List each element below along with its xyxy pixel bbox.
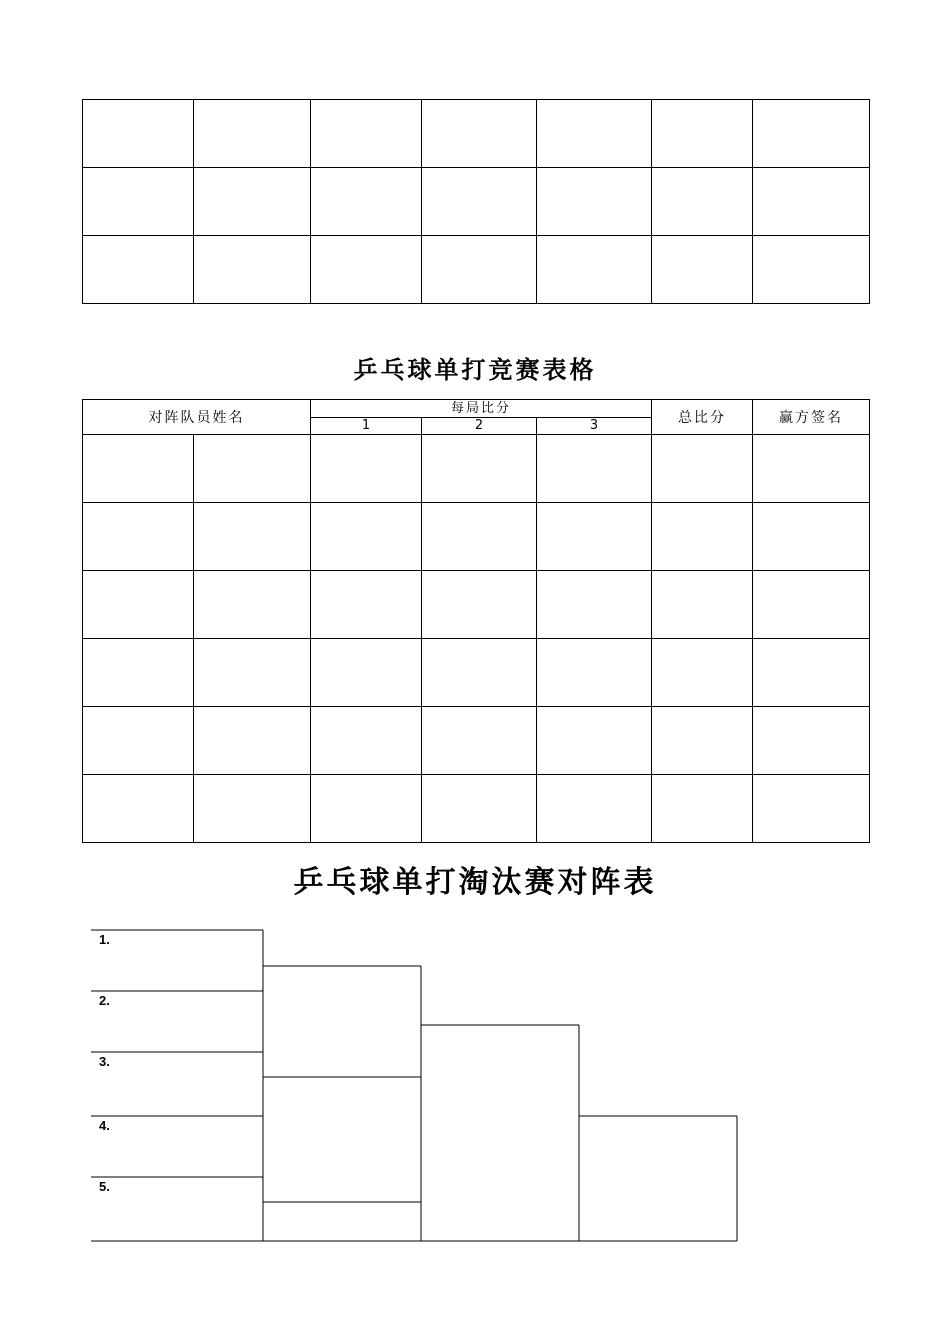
score-table-title: 乒乓球单打竞赛表格 (353, 355, 597, 384)
header-game-2: 2 (422, 418, 537, 435)
bracket-slot-1-label: 1. (99, 932, 110, 947)
header-winner-signature: 赢方签名 (753, 400, 870, 435)
header-game-1: 1 (311, 418, 422, 435)
bracket-slot-5-label: 5. (99, 1179, 110, 1194)
bracket-slot-3-label: 3. (99, 1054, 110, 1069)
header-game-3: 3 (537, 418, 652, 435)
bracket-slot-4-label: 4. (99, 1118, 110, 1133)
bracket-slot-2-label: 2. (99, 993, 110, 1008)
header-player-names: 对阵队员姓名 (83, 400, 311, 435)
header-total-score: 总比分 (652, 400, 753, 435)
header-game-scores: 每局比分 (311, 400, 652, 418)
bracket-title: 乒乓球单打淘汰赛对阵表 (293, 865, 657, 900)
